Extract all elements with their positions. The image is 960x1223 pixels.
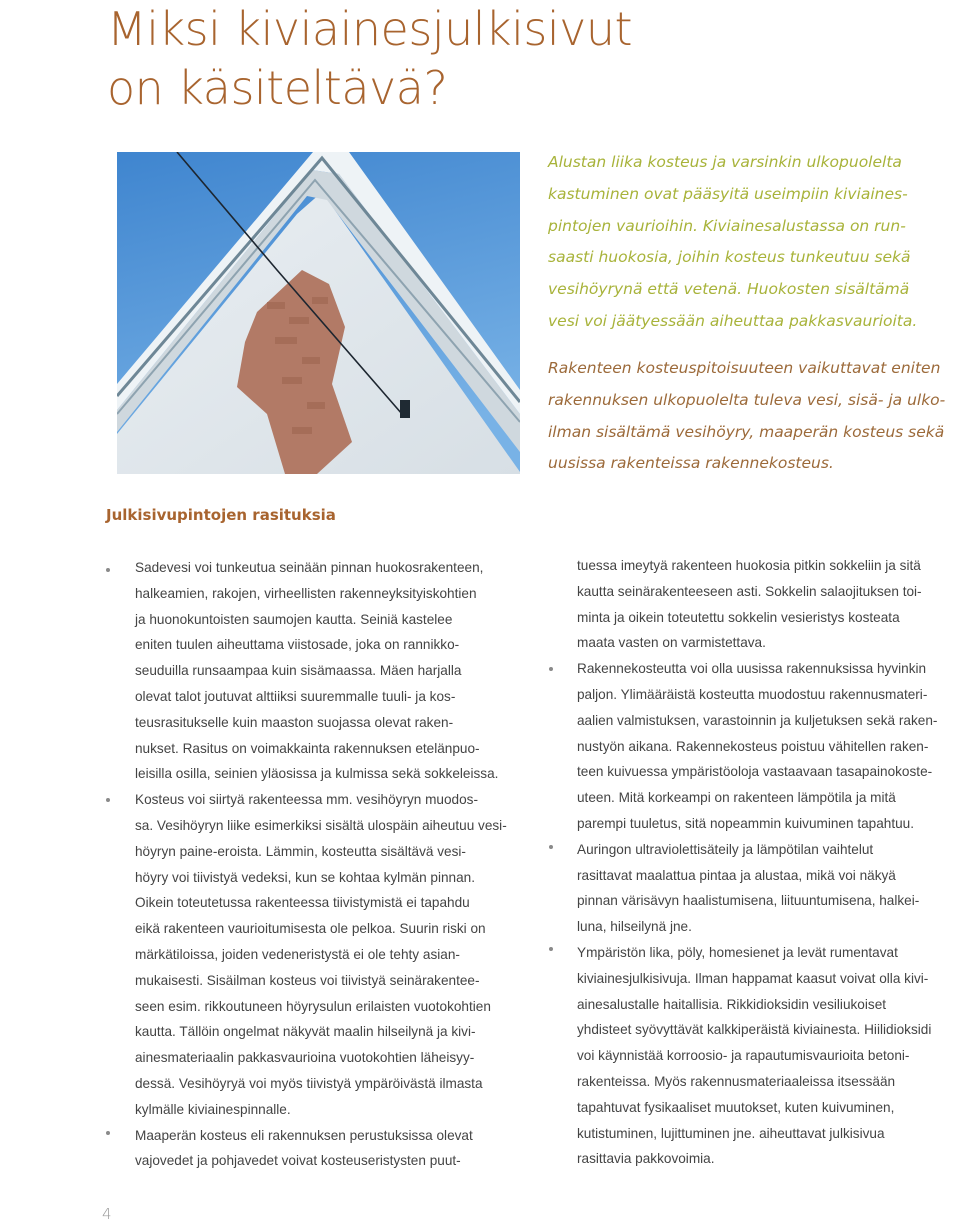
bullet-dot xyxy=(549,845,553,849)
text-line: Kosteus voi siirtyä rakenteessa mm. vesihöyryn muodos- xyxy=(135,792,478,808)
text-line: Ympäristön lika, pöly, homesienet ja levät rumentavat xyxy=(577,944,898,960)
text-line: halkeamien, rakojen, virheellisten rakenneyksityiskohtien xyxy=(135,585,477,601)
intro-green-line: saasti huokosia, joihin kosteus tunkeutuu sekä xyxy=(548,248,911,267)
intro-brown-line: Rakenteen kosteuspitoisuuteen vaikuttavat eniten xyxy=(548,359,941,377)
text-line: yhdisteet syövyttävät kalkkiperäistä kiviainesta. Hiilidioksidi xyxy=(577,1022,932,1038)
bullet-dot xyxy=(106,568,110,572)
text-line: kautta seinärakenteeseen asti. Sokkelin salaojituksen toi- xyxy=(577,583,922,599)
text-line: vajovedet ja pohjavedet voivat kosteuseristysten puut- xyxy=(135,1153,461,1169)
intro-brown-line: uusissa rakenteissa rakennekosteus. xyxy=(548,454,834,473)
text-line: leisilla osilla, seinien yläosissa ja kulmissa sekä sokkeleissa. xyxy=(135,766,499,782)
text-line: märkätiloissa, joiden vedeneristystä ei ole tehty asian- xyxy=(135,946,460,962)
intro-green-line: vesi voi jäätyessään aiheuttaa pakkasvaurioita. xyxy=(548,311,918,330)
text-line: ja huonokuntoisten saumojen kautta. Seiniä kastelee xyxy=(135,611,453,627)
bullet-dot xyxy=(549,667,553,671)
page-title-line-1: Miksi kiviainesjulkisivut xyxy=(107,2,633,56)
intro-green-line: Alustan liika kosteus ja varsinkin ulkopuolelta xyxy=(548,153,902,171)
text-line: pinnan värisävyn haalistumisena, liituuntumisena, halkei- xyxy=(577,893,920,909)
text-line: ainesalustalle haitallisia. Rikkidioksidin vesiliukoiset xyxy=(577,996,887,1012)
intro-brown-paragraph xyxy=(548,353,948,480)
text-line: teusrasitukselle kuin maaston suojassa olevat raken- xyxy=(135,714,454,730)
page-title-line-2: on käsiteltävä? xyxy=(107,61,448,115)
facade-photo xyxy=(117,152,520,474)
text-line: kiviainesjulkisivuja. Ilman happamat kaasut voivat olla kivi- xyxy=(577,970,929,986)
text-line: seen esim. rikkoutuneen höyrysulun erilaisten vuotokohtien xyxy=(135,998,491,1014)
text-line: rasittavat maalattua pintaa ja alustaa, mikä voi näkyä xyxy=(577,867,896,883)
text-line: Rakennekosteutta voi olla uusissa rakennuksissa hyvinkin xyxy=(577,661,927,677)
text-line: rakenteissa. Myös rakennusmateriaaleissa itsessään xyxy=(577,1073,896,1089)
intro-brown-line: ilman sisältämä vesihöyry, maaperän kosteus sekä xyxy=(548,422,945,441)
bullet-dot xyxy=(106,798,110,802)
text-line: nukset. Rasitus on voimakkainta rakennuksen etelänpuo- xyxy=(135,740,480,756)
text-line: paljon. Ylimääräistä kosteutta muodostuu rakennusmateri- xyxy=(577,686,928,702)
text-line: höyryn paine-eroista. Lämmin, kosteutta sisältävä vesi- xyxy=(135,843,466,859)
text-line: olevat talot joutuvat alttiiksi suuremmalle tuuli- ja kos- xyxy=(135,688,456,704)
text-line: tapahtuvat fysikaaliset muutokset, kuten kuivuminen, xyxy=(577,1099,895,1115)
text-line: minta ja oikein toteutettu sokkelin vesieristys kosteata xyxy=(577,609,900,625)
text-line: eniten tuulen aiheuttama viistosade, joka on rannikko- xyxy=(135,637,460,653)
text-line: parempi tuuletus, sitä nopeammin kuivuminen tapahtuu. xyxy=(577,815,915,831)
text-line: tuessa imeytyä rakenteen huokosia pitkin sokkeliin ja sitä xyxy=(577,558,921,573)
text-line: voi käynnistää korroosio- ja rapautumisvaurioita betoni- xyxy=(577,1048,910,1064)
text-line: höyry voi tiivistyä vedeksi, kun se kohtaa kylmän pinnan. xyxy=(135,869,476,885)
text-line: kutistuminen, lujittuminen jne. aiheuttavat julkisivua xyxy=(577,1125,885,1141)
page-title xyxy=(107,0,827,118)
text-line: ainesmateriaalin pakkasvaurioina vuotokohtien läheisyy- xyxy=(135,1050,475,1066)
text-line: aalien valmistuksen, varastoinnin ja kuljetuksen sekä raken- xyxy=(577,712,938,728)
left-column-text xyxy=(135,555,530,1174)
section-heading: Julkisivupintojen rasituksia xyxy=(106,506,336,524)
intro-green-paragraph xyxy=(548,147,948,338)
text-line: Maaperän kosteus eli rakennuksen perustuksissa olevat xyxy=(135,1127,473,1143)
text-line: sa. Vesihöyryn liike esimerkiksi sisältä ulospäin aiheutuu vesi- xyxy=(135,817,507,833)
text-line: rasittavia pakkovoimia. xyxy=(577,1151,715,1167)
bullet-dot xyxy=(549,947,553,951)
page-number: 4 xyxy=(102,1205,112,1223)
text-line: maata vasten on varmistettava. xyxy=(577,635,766,651)
intro-brown-line: rakennuksen ulkopuolelta tuleva vesi, sisä- ja ulko- xyxy=(548,390,946,409)
text-line: nustyön aikana. Rakennekosteus poistuu vähitellen raken- xyxy=(577,738,929,754)
text-line: Sadevesi voi tunkeutua seinään pinnan huokosrakenteen, xyxy=(135,560,484,575)
bullet-dot xyxy=(106,1131,110,1135)
text-line: Oikein toteutetussa rakenteessa tiivistymistä ei tapahdu xyxy=(135,895,470,911)
text-line: seuduilla runsaampaa kuin sisämaassa. Mäen harjalla xyxy=(135,663,462,679)
text-line: teen kuivuessa ympäristöoloja vastaavaan tasapainokoste- xyxy=(577,764,933,780)
text-line: mukaisesti. Sisäilman kosteus voi tiivistyä seinärakentee- xyxy=(135,972,480,988)
intro-green-line: pintojen vaurioihin. Kiviainesalustassa on run- xyxy=(548,216,906,235)
intro-green-line: vesihöyrynä että vetenä. Huokosten sisältämä xyxy=(548,280,910,299)
right-column-text xyxy=(577,553,957,1172)
text-line: eikä rakenteen vaurioitumisesta ole pelkoa. Suurin riski on xyxy=(135,921,486,937)
text-line: kautta. Tällöin ongelmat näkyvät maalin hilseilynä ja kivi- xyxy=(135,1024,476,1040)
text-line: uteen. Mitä korkeampi on rakenteen lämpötila ja mitä xyxy=(577,790,896,806)
text-line: luna, hilseilynä jne. xyxy=(577,919,692,935)
text-line: Auringon ultraviolettisäteily ja lämpötilan vaihtelut xyxy=(577,841,874,857)
text-line: dessä. Vesihöyryä voi myös tiivistyä ympäröivästä ilmasta xyxy=(135,1075,483,1091)
text-line: kylmälle kiviainespinnalle. xyxy=(135,1101,291,1117)
intro-green-line: kastuminen ovat pääsyitä useimpiin kiviaines- xyxy=(548,184,908,203)
